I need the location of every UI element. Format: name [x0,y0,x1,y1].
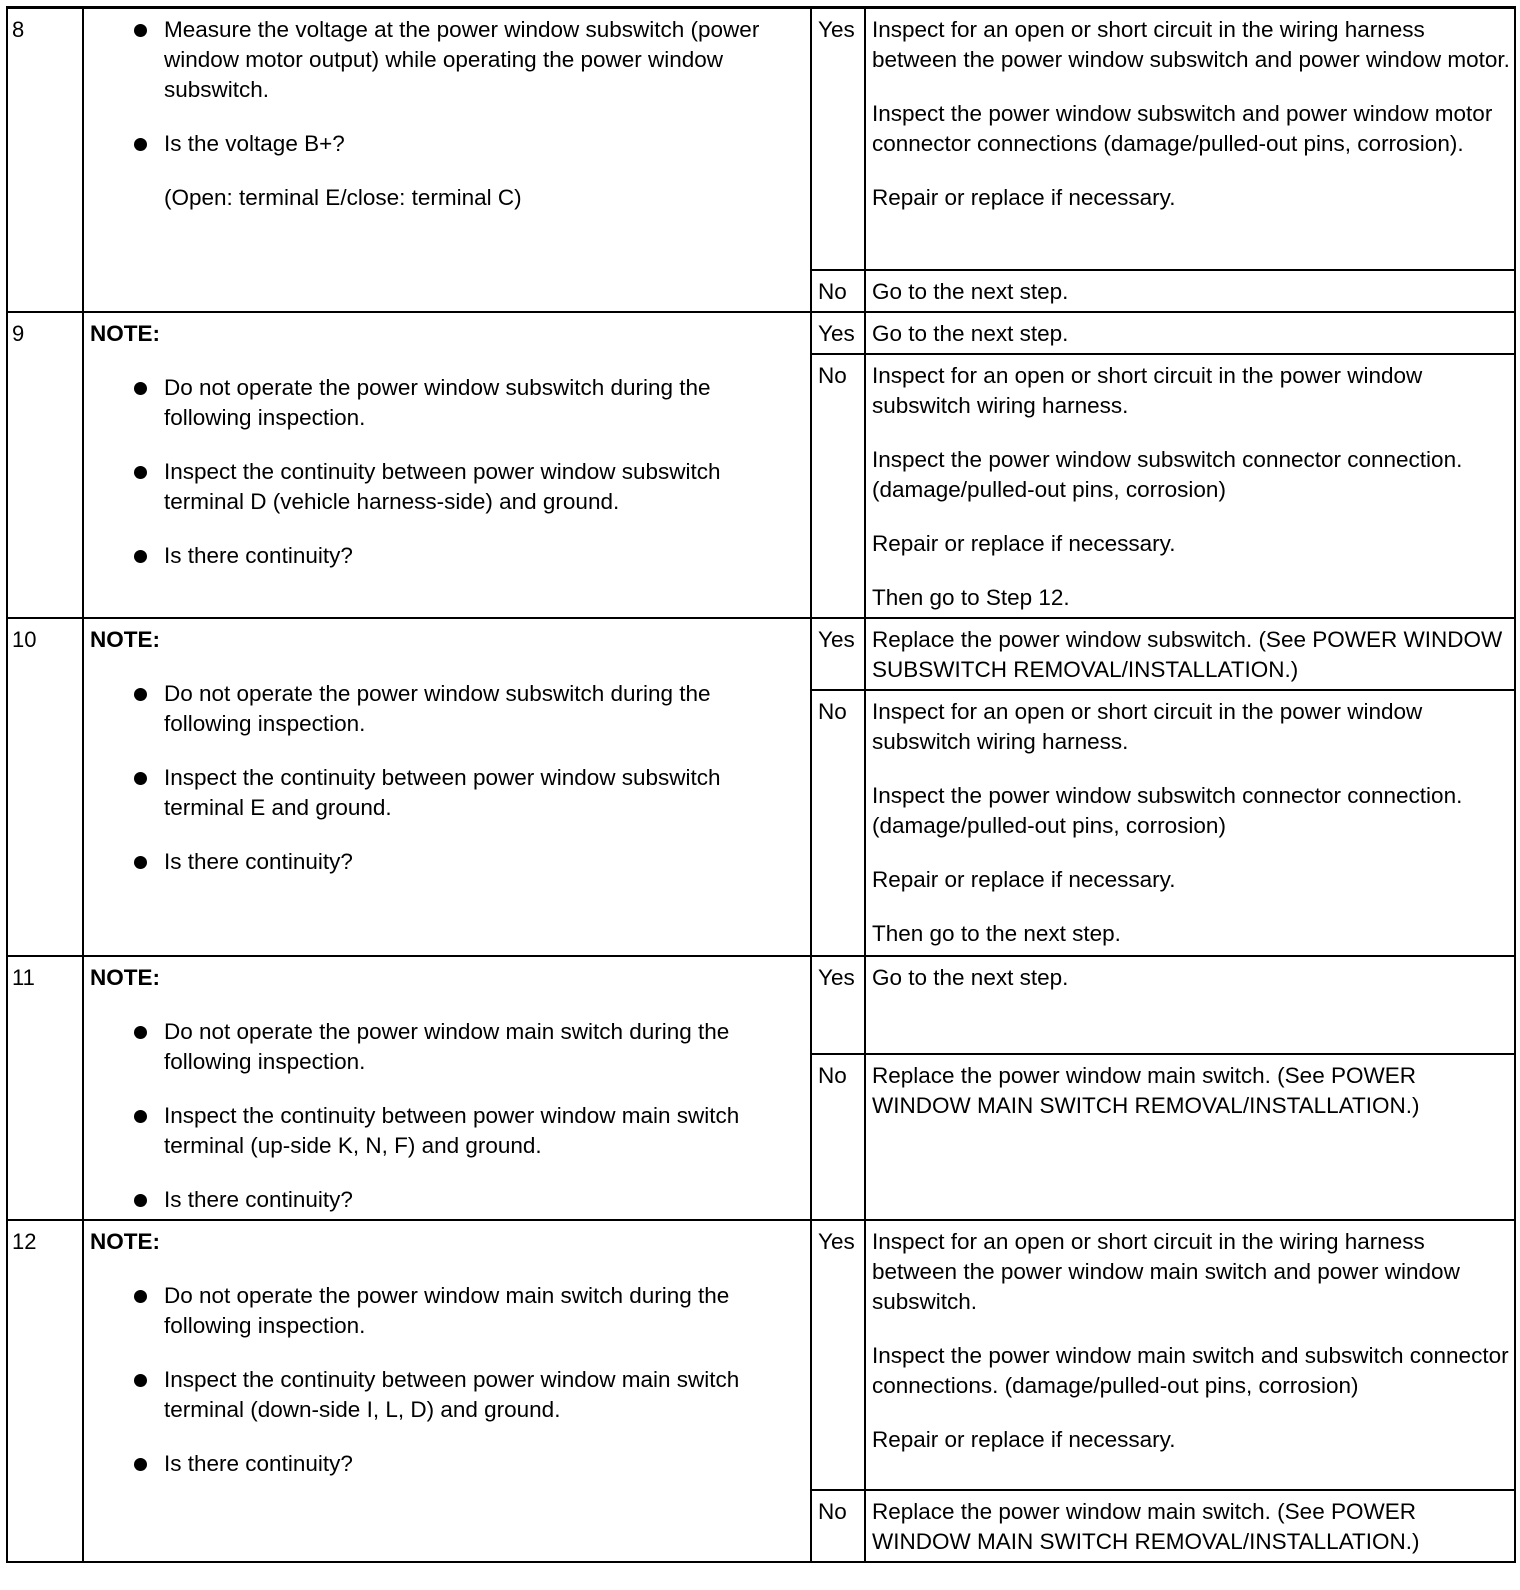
yes-label: Yes [811,8,865,270]
terminal-note: (Open: terminal E/close: terminal C) [164,185,522,210]
inspection-item: Do not operate the power window main switch during the following inspection. [164,1017,804,1077]
inspection-list [90,679,804,877]
yes-action [865,312,1515,354]
note-label: NOTE: [90,320,160,346]
action-text: Repair or replace if necessary. [872,1426,1176,1452]
yes-action [865,618,1515,690]
inspection-cell [83,8,811,312]
no-action [865,1054,1515,1220]
yes-label: Yes [811,1220,865,1490]
action-text: Inspect for an open or short circuit in the power window subswitch wiring harness. [872,698,1423,754]
yes-label: Yes [811,618,865,690]
no-action [865,270,1515,312]
no-label: No [811,1490,865,1562]
inspection-item: Is there continuity? [164,1449,804,1479]
step-number: 11 [7,956,83,1220]
action-text: Inspect for an open or short circuit in the wiring harness between the power window subswitch and power window motor. [872,17,1510,72]
action-text: Repair or replace if necessary. [872,866,1176,892]
inspection-item: Is there continuity? [164,1185,804,1215]
inspection-item: Do not operate the power window subswitch during the following inspection. [164,373,804,433]
action-text: Replace the power window main switch. (See POWER WINDOW MAIN SWITCH REMOVAL/INSTALLATION.) [872,1062,1420,1118]
inspection-list [90,1017,804,1215]
step-number: 10 [7,618,83,956]
step-number: 12 [7,1220,83,1562]
no-action [865,354,1515,618]
step-row [7,312,1515,354]
action-text: Then go to the next step. [872,920,1121,946]
action-text: Replace the power window subswitch. (See POWER WINDOW SUBSWITCH REMOVAL/INSTALLATION.) [872,626,1503,682]
inspection-list [90,1281,804,1479]
action-text: Repair or replace if necessary. [872,185,1176,210]
inspection-item: Measure the voltage at the power window subswitch (power window motor output) while operating the power window subswitch. [164,15,804,105]
inspection-cell [83,956,811,1220]
inspection-item: Is the voltage B+? [164,129,804,159]
action-text: Go to the next step. [872,320,1069,346]
step-row [7,8,1515,270]
no-label: No [811,270,865,312]
step-number: 8 [7,8,83,312]
inspection-list [90,373,804,571]
action-text: Then go to Step 12. [872,584,1070,610]
note-label: NOTE: [90,626,160,652]
step-row [7,956,1515,1054]
inspection-item: Inspect the continuity between power window main switch terminal (down-side I, L, D) and ground. [164,1365,804,1425]
step-row [7,618,1515,690]
action-text: Go to the next step. [872,964,1069,990]
inspection-item: Do not operate the power window main switch during the following inspection. [164,1281,804,1341]
note-label: NOTE: [90,964,160,990]
inspection-list [90,15,804,159]
inspection-cell [83,1220,811,1562]
inspection-item: Is there continuity? [164,847,804,877]
step-row [7,1220,1515,1490]
action-text: Go to the next step. [872,278,1069,304]
action-text: Inspect the power window subswitch connector connection. (damage/pulled-out pins, corrosion) [872,782,1463,838]
yes-label: Yes [811,956,865,1054]
action-text: Inspect the power window subswitch and power window motor connector connections (damage/pulled-out pins, corrosion). [872,101,1493,156]
no-label: No [811,1054,865,1220]
diagnostic-table-body [7,8,1515,1562]
action-text: Inspect the power window main switch and subswitch connector connections. (damage/pulled-out pins, corrosion) [872,1342,1509,1398]
step-number: 9 [7,312,83,618]
action-text: Inspect the power window subswitch connector connection. (damage/pulled-out pins, corrosion) [872,446,1463,502]
yes-action [865,8,1515,270]
inspection-cell [83,618,811,956]
action-text: Inspect for an open or short circuit in the power window subswitch wiring harness. [872,362,1423,418]
yes-action [865,956,1515,1054]
action-text: Repair or replace if necessary. [872,530,1176,556]
inspection-cell [83,312,811,618]
inspection-item: Is there continuity? [164,541,804,571]
inspection-item: Inspect the continuity between power window subswitch terminal E and ground. [164,763,804,823]
action-text: Replace the power window main switch. (See POWER WINDOW MAIN SWITCH REMOVAL/INSTALLATION.) [872,1498,1420,1554]
no-action [865,1490,1515,1562]
yes-label: Yes [811,312,865,354]
inspection-item: Inspect the continuity between power window subswitch terminal D (vehicle harness-side) and ground. [164,457,804,517]
inspection-item: Do not operate the power window subswitch during the following inspection. [164,679,804,739]
yes-action [865,1220,1515,1490]
no-action [865,690,1515,956]
note-label: NOTE: [90,1228,160,1254]
no-label: No [811,690,865,956]
no-label: No [811,354,865,618]
action-text: Inspect for an open or short circuit in the wiring harness between the power window main switch and power window subswitch. [872,1228,1460,1314]
inspection-item: Inspect the continuity between power window main switch terminal (up-side K, N, F) and ground. [164,1101,804,1161]
diagnostic-table [6,6,1516,1563]
